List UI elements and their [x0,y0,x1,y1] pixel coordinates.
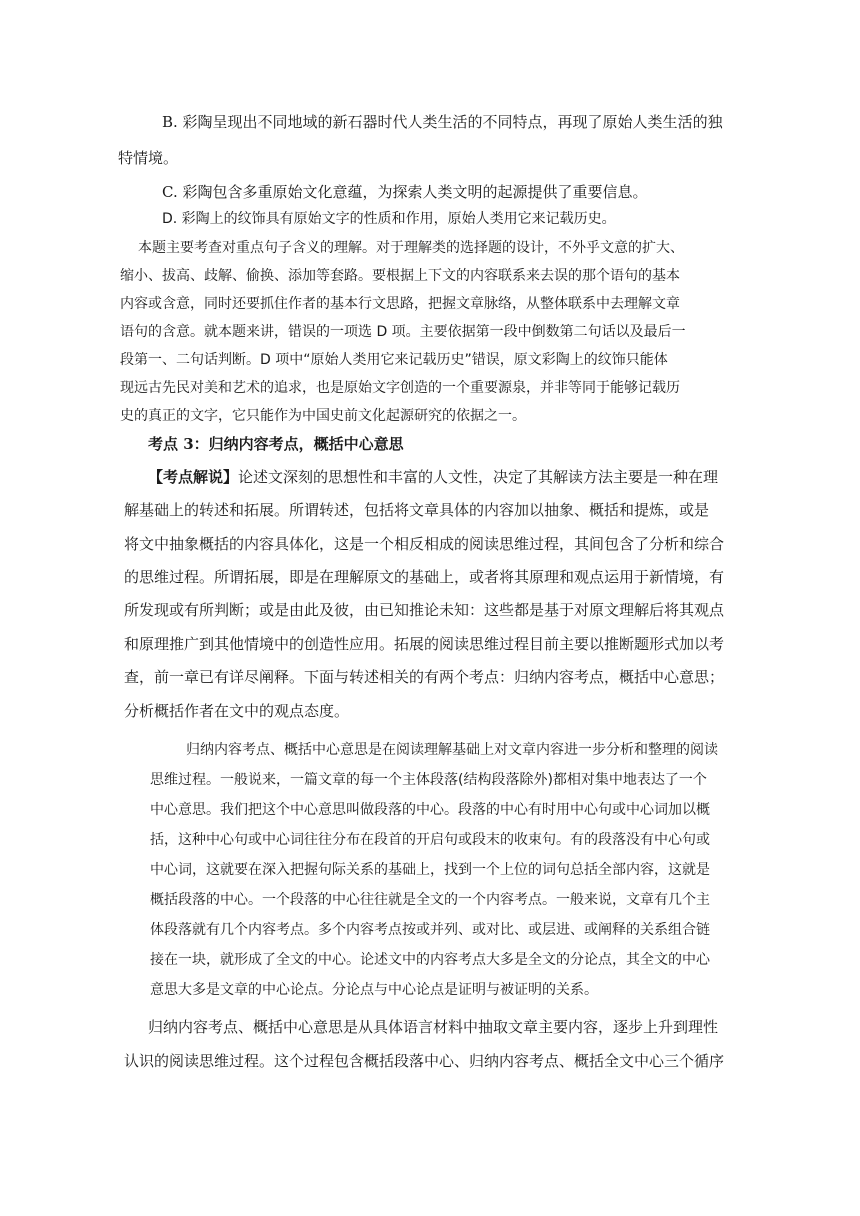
analysis-line: 内容或含意，同时还要抓住作者的基本行文思路，把握文章脉络，从整体联系中去理解文章 [120,296,680,312]
final-line: 归纳内容考点、概括中心意思是从具体语言材料中抽取文章主要内容，逐步上升到理性 [148,1018,719,1036]
explanation-line: 所发现或有所判断；或是由此及彼，由已知推论未知：这些都是基于对原文理解后将其观点 [124,601,725,619]
inset-line: 体段落就有几个内容考点。多个内容考点按或并列、或对比、或层进、或阐释的关系组合链 [150,922,710,938]
explanation-line: 的思维过程。所谓拓展，即是在理解原文的基础上，或者将其原理和观点运用于新情境，有 [124,568,725,586]
analysis-line: 缩小、拔高、歧解、偷换、添加等套路。要根据上下文的内容联系来去误的那个语句的基本 [120,268,680,284]
inset-line: 意思大多是文章的中心论点。分论点与中心论点是证明与被证明的关系。 [150,982,598,998]
explanation-line: 解基础上的转述和拓展。所谓转述，包括将文章具体的内容加以抽象、概括和提炼，或是 [124,501,710,519]
explanation-text: 论述文深刻的思想性和丰富的人文性，决定了其解读方法主要是一种在理 [238,468,719,486]
inset-line: 接在一块，就形成了全文的中心。论述文中的内容考点大多是全文的分论点，其全文的中心 [150,952,710,968]
explanation-line: 将文中抽象概括的内容具体化，这是一个相反相成的阅读思维过程，其间包含了分析和综合 [124,535,725,553]
inset-line: 概括段落的中心。一个段落的中心往往就是全文的一个内容考点。一般来说，文章有几个主 [150,892,710,908]
inset-line: 思维过程。一般说来，一篇文章的每一个主体段落(结构段落除外)都相对集中地表达了一个 [150,772,707,788]
explanation-line: 和原理推广到其他情境中的创造性应用。拓展的阅读思维过程目前主要以推断题形式加以考 [124,635,725,653]
option-b-line-1: B. 彩陶呈现出不同地域的新石器时代人类生活的不同特点，再现了原始人类生活的独 [162,113,723,131]
analysis-line: 现远古先民对美和艺术的追求，也是原始文字创造的一个重要源泉，并非等同于能够记载历 [120,380,680,396]
analysis-line: 史的真正的文字，它只能作为中国史前文化起源研究的依据之一。 [120,408,526,424]
option-b-line-2: 特情境。 [118,149,179,167]
analysis-line: 段第一、二句话判断。D 项中“原始人类用它来记载历史”错误，原文彩陶上的纹饰只能体 [120,352,668,368]
option-d: D. 彩陶上的纹饰具有原始文字的性质和作用，原始人类用它来记载历史。 [162,211,616,227]
inset-line: 归纳内容考点、概括中心意思是在阅读理解基础上对文章内容进一步分析和整理的阅读 [186,742,718,758]
inset-line: 中心词，这就要在深入把握句际关系的基础上，找到一个上位的词句总括全部内容，这就是 [150,862,710,878]
explanation-line: 分析概括作者在文中的观点态度。 [124,702,350,720]
inset-line: 括，这种中心句或中心词往往分布在段首的开启句或段末的收束句。有的段落没有中心句或 [150,832,710,848]
analysis-line: 本题主要考查对重点句子含义的理解。对于理解类的选择题的设计，不外乎文意的扩大、 [138,240,684,256]
analysis-line: 语句的含意。就本题来讲，错误的一项选 D 项。主要依据第一段中倒数第二句话以及最后一 [120,324,686,340]
explanation-label: 【考点解说】 [148,468,239,486]
inset-line: 中心意思。我们把这个中心意思叫做段落的中心。段落的中心有时用中心句或中心词加以概 [150,802,710,818]
final-line: 认识的阅读思维过程。这个过程包含概括段落中心、归纳内容考点、概括全文中心三个循序 [124,1052,725,1070]
explanation-line: 查，前一章已有详尽阐释。下面与转述相关的有两个考点：归纳内容考点，概括中心意思； [124,668,725,686]
option-c: C. 彩陶包含多重原始文化意蕴，为探索人类文明的起源提供了重要信息。 [162,183,648,201]
explanation-line [148,467,718,487]
section-heading: 考点 3：归纳内容考点，概括中心意思 [148,435,404,453]
